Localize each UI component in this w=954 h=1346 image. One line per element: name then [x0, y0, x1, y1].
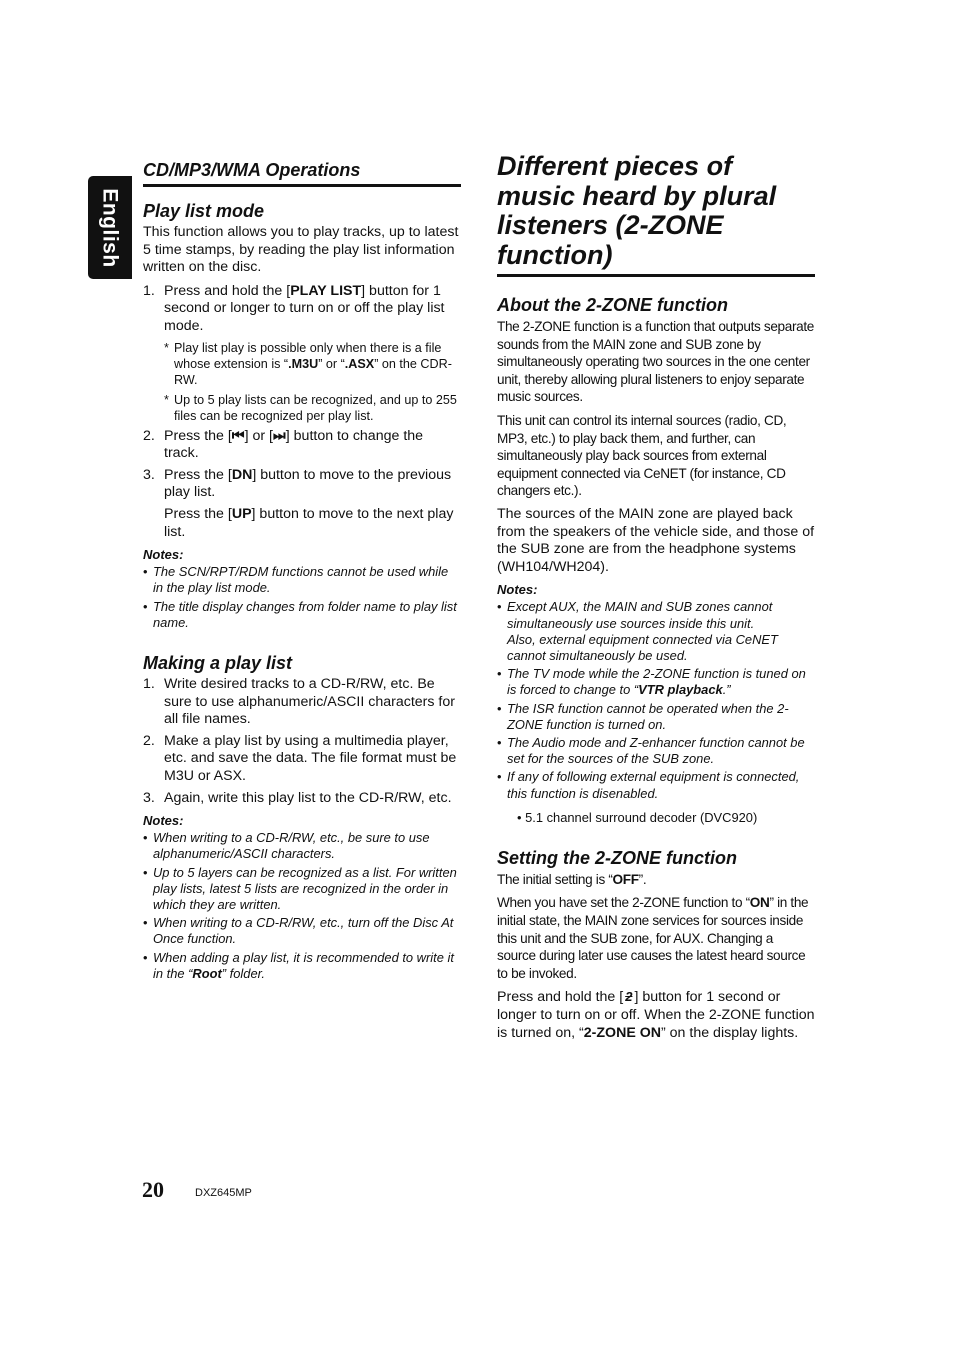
note-item: • The Audio mode and Z-enhancer function cannot be set for the sources of the SUB zone. [497, 735, 815, 767]
step-text: Press the [ [164, 427, 232, 444]
sub-bullet: • 5.1 channel surround decoder (DVC920) [517, 809, 758, 825]
setting-text: ” on the display lights. [661, 1024, 799, 1041]
note-item: • Up to 5 layers can be recognized as a list. For written play lists, latest 5 lists are recognized in the order in which they are written. [143, 865, 461, 914]
about-heading: About the 2-ZONE function [497, 295, 728, 315]
step-3-continued [164, 506, 461, 541]
step-text: ] button to move to the next play list. [164, 505, 454, 540]
step-text: Press the [ [164, 466, 232, 483]
step-2 [143, 428, 461, 463]
step-text: Write desired tracks to a CD-R/RW, etc. Be sure to use alphanumeric/ASCII characters for all file names. [164, 675, 455, 728]
making-play-list-heading: Making a play list [143, 652, 293, 673]
footnote-text: ” or “ [318, 356, 345, 371]
note-item: • If any of following external equipment is connected, this function is disenabled. [497, 769, 815, 801]
language-tab [88, 176, 132, 279]
step-text: ] button for 1 second or longer to turn on or off the play list mode. [164, 282, 445, 334]
extension-asx: .ASX [344, 356, 375, 371]
setting-text: ” in the initial state, the MAIN zone services for sources inside this unit and the SUB zone, for AUX. Changing a source during later use causes the latest heard source to be invoked. [497, 895, 809, 981]
step-text: ] or [ [244, 427, 273, 444]
note-text: Except AUX, the MAIN and SUB zones cannot simultaneously use sources inside this unit. [507, 599, 773, 631]
note-text: ” folder. [221, 965, 266, 981]
setting-text: ”. [638, 871, 647, 887]
next-track-icon: ⏭ [273, 427, 286, 444]
play-list-mode-heading: Play list mode [143, 201, 265, 221]
play-list-button-label: PLAY LIST [290, 282, 362, 299]
notes-list [143, 830, 461, 982]
step-3 [143, 790, 461, 808]
step-1 [143, 676, 461, 729]
step-text: Press and hold the [ [164, 282, 291, 299]
left-column [143, 160, 461, 990]
footnote-text: Play list play is possible only when there is a file whose extension is “ [174, 340, 442, 371]
note-item: • The title display changes from folder name to play list name. [143, 599, 461, 631]
about-paragraph: The 2-ZONE function is a function that outputs separate sounds from the MAIN zone and SUB zone by simultaneously operating two sources in the one center unit, thereby allowing plural listeners to enjoy separate music sources. [497, 319, 815, 405]
setting-text: Press and hold the [ [497, 989, 624, 1006]
play-list-mode-intro: This function allows you to play tracks, up to latest 5 time stamps, by reading the play list information written on the disc. [143, 224, 459, 276]
setting-paragraph [497, 894, 815, 982]
notes-list [497, 599, 815, 801]
section-header: CD/MP3/WMA Operations [143, 160, 461, 187]
play-list-mode-steps [143, 283, 461, 541]
note-item: • When writing to a CD-R/RW, etc., turn off the Disc At Once function. [143, 915, 461, 947]
about-paragraph: The sources of the MAIN zone are played back from the speakers of the vehicle side, and those of the SUB zone are from the headphone systems (WH104/WH204). [497, 505, 815, 575]
zone-on-label: 2-ZONE ON [583, 1024, 661, 1041]
off-label: OFF [612, 871, 639, 887]
step-number: 2. [143, 732, 155, 749]
step-text: ] button to change the track. [164, 427, 424, 462]
root-folder-label: Root [192, 965, 222, 981]
right-column [497, 152, 815, 1048]
extension-m3u: .M3U [288, 356, 319, 371]
notes-heading: Notes: [497, 582, 538, 598]
vtr-playback-label: VTR playback [638, 682, 723, 698]
notes-heading: Notes: [143, 813, 184, 829]
setting-text: When you have set the 2-ZONE function to “ [497, 895, 750, 911]
on-label: ON [749, 895, 770, 911]
setting-text: ] button for 1 second or longer to turn on or off. When the 2-ZONE function is turned on, “ [497, 989, 815, 1041]
step-number: 1. [143, 675, 155, 692]
note-text: When adding a play list, it is recommended to write it in the “ [153, 949, 454, 981]
setting-paragraph [497, 871, 815, 889]
note-text: .” [722, 682, 731, 698]
note-item [143, 950, 461, 982]
note-text: The TV mode while the 2-ZONE function is tuned on is forced to change to “ [507, 666, 806, 698]
page-title: Different pieces of music heard by plural listeners (2-ZONE function) [497, 152, 815, 277]
step-text: Press the [ [164, 505, 232, 522]
step-text: ] button to move to the previous play list. [164, 466, 452, 501]
notes-heading: Notes: [143, 547, 184, 563]
model-number: DXZ645MP [195, 1187, 252, 1199]
previous-track-icon: ⏮ [231, 427, 245, 444]
setting-heading: Setting the 2-ZONE function [497, 847, 737, 868]
setting-text: The initial setting is “ [497, 871, 613, 887]
footnote-text: ” on the CDR-RW. [174, 356, 452, 387]
setting-paragraph [497, 988, 815, 1042]
note-item [497, 666, 815, 698]
step-3 [143, 467, 461, 541]
about-paragraph: This unit can control its internal sources (radio, CD, MP3, etc.) to play back them, and further, can simultaneously play back sources from external equipment connected via CeNET (for instance, CD changers etc.). [497, 412, 787, 499]
dn-button-label: DN [231, 466, 253, 483]
up-button-label: UP [231, 505, 252, 522]
note-item: • When writing to a CD-R/RW, etc., be sure to use alphanumeric/ASCII characters. [143, 830, 461, 862]
step-2 [143, 733, 461, 786]
footnote-star: * Up to 5 play lists can be recognized, and up to 255 files can be recognized per play list. [164, 392, 461, 424]
step-text: Make a play list by using a multimedia player, etc. and save the data. The file format must be M3U or ASX. [164, 732, 457, 784]
step-number: 2. [143, 427, 155, 444]
note-item [497, 599, 815, 664]
footnote-star [164, 340, 461, 388]
step-1 [143, 283, 461, 424]
step-number: 1. [143, 282, 155, 299]
language-tab-label: English [99, 187, 122, 268]
note-item: • The SCN/RPT/RDM functions cannot be used while in the play list mode. [143, 564, 461, 596]
zone-button-icon: 2 [625, 989, 633, 1005]
step-number: 3. [143, 466, 155, 483]
note-item: • The ISR function cannot be operated when the 2-ZONE function is turned on. [497, 701, 815, 733]
note-text: Also, external equipment connected via CeNET cannot simultaneously be used. [507, 631, 778, 663]
making-steps [143, 676, 461, 807]
step-number: 3. [143, 789, 155, 806]
step-text: Again, write this play list to the CD-R/RW, etc. [164, 789, 452, 806]
page-number: 20 [142, 1177, 164, 1202]
notes-list [143, 564, 461, 631]
